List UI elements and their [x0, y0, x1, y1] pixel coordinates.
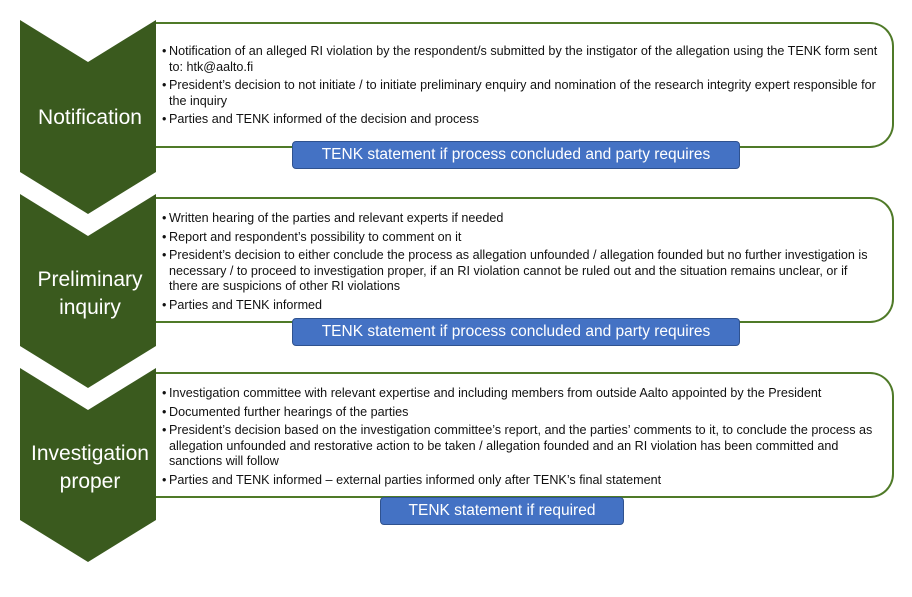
bullet-item: • Notification of an alleged RI violation by the respondent/s submitted by the instigator of the allegation using the TENK form sent to: htk@aalto.fi: [162, 44, 878, 75]
bullet-item: • Documented further hearings of the parties: [162, 405, 878, 421]
tenk-statement-box: TENK statement if process concluded and party requires: [292, 141, 740, 169]
bullet-list: [162, 386, 878, 491]
tenk-statement-box: TENK statement if process concluded and party requires: [292, 318, 740, 346]
bullet-item: • Report and respondent’s possibility to comment on it: [162, 230, 878, 246]
bullet-item: • Parties and TENK informed – external parties informed only after TENK’s final statement: [162, 473, 878, 489]
stage-card-investigation-proper: [156, 372, 894, 498]
bullet-list: [162, 211, 878, 316]
bullet-item: • President’s decision to either conclude the process as allegation unfounded / allegation founded but no further investigation is necessary / to proceed to investigation proper, if an RI violation cannot be ruled out and the situation remains unclear, or if there are suspicions of other RI violations: [162, 248, 878, 295]
stage-label-preliminary-inquiry: Preliminary inquiry: [37, 268, 143, 319]
bullet-item: • President’s decision based on the investigation committee’s report, and the parties’ comments to it, to conclude the process as allegation unfounded and restorative action to be taken / allegation founded and an RI violation has been committed and sanctions will follow: [162, 423, 878, 470]
bullet-list: [162, 44, 878, 131]
stage-card-notification: [156, 22, 894, 148]
tenk-statement-box: TENK statement if required: [380, 497, 624, 525]
bullet-item: • President’s decision to not initiate / to initiate preliminary enquiry and nomination of the research integrity expert responsible for the inquiry: [162, 78, 878, 109]
bullet-item: • Written hearing of the parties and relevant experts if needed: [162, 211, 878, 227]
stage-label-investigation-proper: Investigation proper: [31, 442, 149, 493]
stage-card-preliminary-inquiry: [156, 197, 894, 323]
bullet-item: • Parties and TENK informed of the decision and process: [162, 112, 878, 128]
bullet-item: • Parties and TENK informed: [162, 298, 878, 314]
stage-label-notification: Notification: [38, 106, 142, 129]
bullet-item: • Investigation committee with relevant expertise and including members from outside Aalto appointed by the President: [162, 386, 878, 402]
